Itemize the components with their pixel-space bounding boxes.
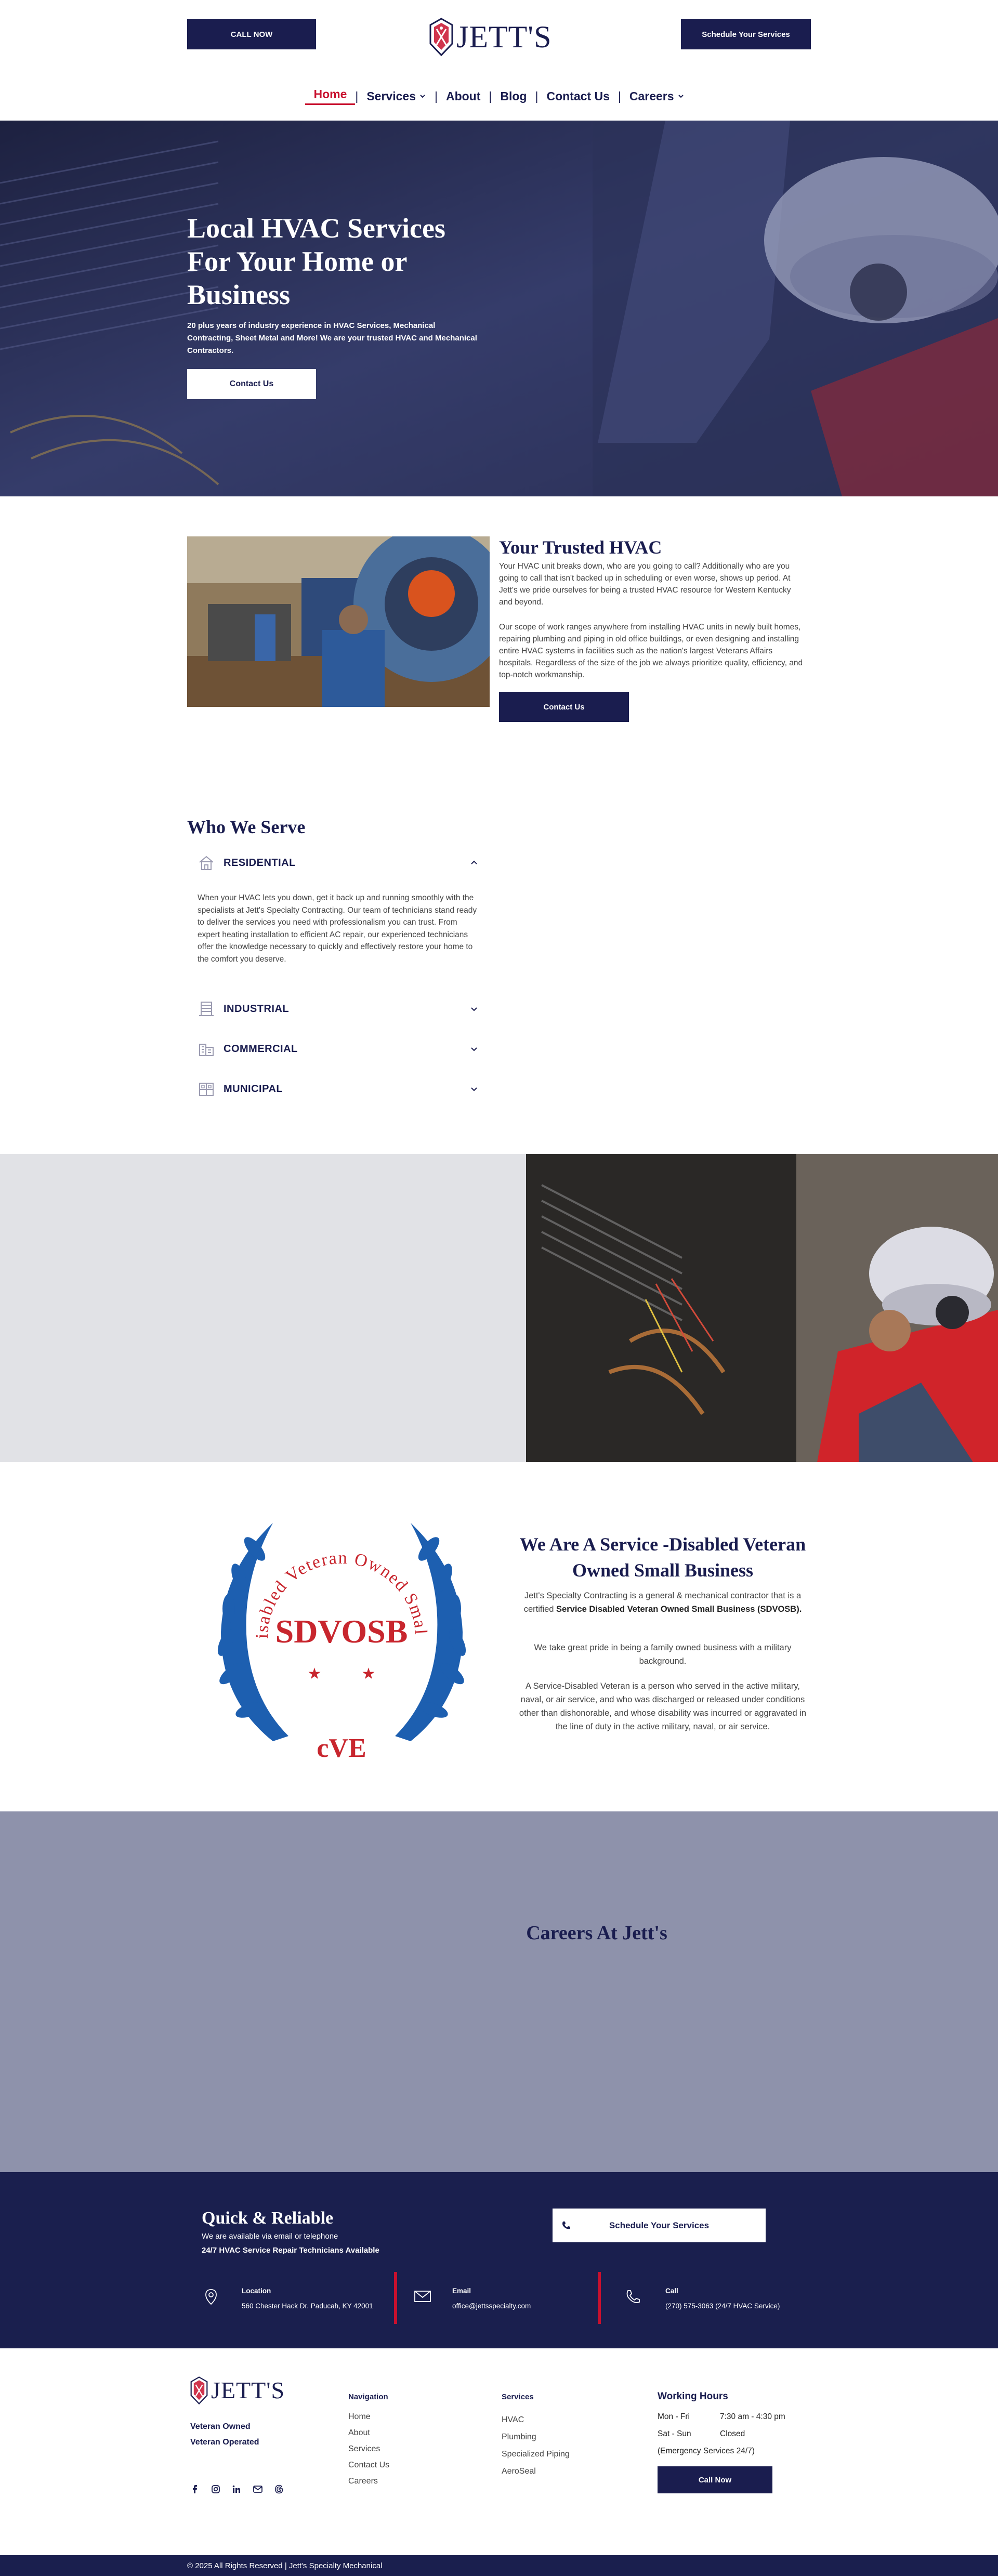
social-links <box>190 2485 284 2494</box>
grey-band <box>0 1154 526 1462</box>
accordion-label: RESIDENTIAL <box>224 857 296 869</box>
footer-nav-home[interactable]: Home <box>348 2412 371 2421</box>
shield-logo-icon <box>190 2376 208 2404</box>
careers-section <box>0 1811 998 2172</box>
welder-photo <box>187 536 490 707</box>
veteran-paragraph-1 <box>515 1589 811 1616</box>
shield-logo-icon <box>429 18 453 56</box>
copyright-text: © 2025 All Rights Reserved | Jett's Specialty Mechanical <box>187 2561 383 2570</box>
veteran-title: We Are A Service -Disabled Veteran Owned Small Business <box>519 1534 806 1581</box>
call-now-button[interactable]: CALL NOW <box>187 19 316 49</box>
main-nav <box>0 87 998 105</box>
nav-blog[interactable]: Blog <box>500 89 527 103</box>
contact-band-title: Quick & Reliable <box>202 2209 334 2228</box>
google-icon[interactable] <box>274 2485 284 2494</box>
nav-contact[interactable]: Contact Us <box>546 89 610 103</box>
veteran-p1-bold: Service Disabled Veteran Owned Small Business (SDVOSB). <box>556 1605 802 1614</box>
accordion-industrial[interactable] <box>198 998 478 1019</box>
veteran-paragraph-3: A Service-Disabled Veteran is a person who served in the active military, naval, or air service, and who was discharged or released under conditions other than dishonorable, and whose disability was incurred or aggravated in the line of duty in the active military, naval, or air service. <box>519 1681 807 1731</box>
footer-service-aeroseal[interactable]: AeroSeal <box>502 2467 536 2476</box>
nav-separator: | <box>618 89 621 103</box>
contact-divider <box>394 2272 397 2324</box>
footer-call-now-button[interactable]: Call Now <box>658 2466 772 2493</box>
call-label: Call <box>665 2287 678 2295</box>
nav-about[interactable]: About <box>445 89 481 103</box>
factory-icon <box>198 1000 215 1018</box>
sdvosb-laurel-logo <box>200 1502 483 1778</box>
email-value[interactable]: office@jettsspecialty.com <box>452 2302 531 2310</box>
nav-services[interactable] <box>358 89 435 103</box>
hours-time-1: 7:30 am - 4:30 pm <box>720 2412 785 2421</box>
chevron-down-icon <box>419 93 426 100</box>
veteran-p1-text: Jett's Specialty Contracting is a general & mechanical contractor that is a certified <box>523 1591 802 1614</box>
linkedin-icon[interactable] <box>232 2485 241 2494</box>
nav-careers-label: Careers <box>629 89 674 103</box>
hvac-technician-image <box>526 1154 998 1462</box>
footer-logo[interactable] <box>190 2376 285 2404</box>
hero-background-image <box>0 121 998 496</box>
contact-band <box>0 2172 998 2348</box>
accordion-label: COMMERCIAL <box>224 1043 298 1055</box>
nav-separator: | <box>355 89 359 103</box>
contact-band-line1: We are available via email or telephone <box>202 2232 338 2241</box>
hours-day-2: Sat - Sun <box>658 2429 691 2438</box>
hours-day-1: Mon - Fri <box>658 2412 690 2421</box>
badge-main-text: SDVOSB <box>275 1613 408 1650</box>
contact-divider <box>598 2272 601 2324</box>
footer-hours-title: Working Hours <box>658 2391 728 2402</box>
envelope-icon <box>414 2289 431 2304</box>
accordion-label: INDUSTRIAL <box>224 1003 290 1015</box>
jetts-logo[interactable] <box>429 18 551 56</box>
instagram-icon[interactable] <box>211 2485 220 2494</box>
hours-note: (Emergency Services 24/7) <box>658 2447 755 2455</box>
footer-nav-about[interactable]: About <box>348 2428 370 2437</box>
technician-photo <box>526 1154 998 1462</box>
trusted-paragraph-1: Your HVAC unit breaks down, who are you going to call? Additionally who are you going to call that isn't backed up in scheduling or even worse, shows up period. At Jett's we pride ourselves for being a trusted HVAC resource for Western Kentucky and beyond. <box>499 562 791 607</box>
who-we-serve-title: Who We Serve <box>187 817 306 837</box>
footer-services-list <box>502 2411 570 2480</box>
nav-separator: | <box>535 89 539 103</box>
email-label: Email <box>452 2287 471 2295</box>
contact-schedule-button[interactable] <box>553 2209 766 2242</box>
svg-text:★: ★ <box>307 1665 322 1683</box>
accordion-commercial[interactable] <box>198 1039 478 1059</box>
accordion-residential[interactable] <box>198 852 478 873</box>
phone-call-icon <box>624 2288 642 2306</box>
footer-tag-1: Veteran Owned <box>190 2422 251 2431</box>
welding-shop-image <box>187 536 490 707</box>
buildings-icon <box>198 1040 215 1058</box>
chevron-up-icon <box>470 859 478 867</box>
nav-separator: | <box>489 89 492 103</box>
house-icon <box>198 854 215 872</box>
nav-services-label: Services <box>366 89 416 103</box>
hero-title: Local HVAC Services For Your Home or Business <box>187 213 445 310</box>
sdvosb-badge <box>200 1502 483 1778</box>
chevron-down-icon <box>677 93 685 100</box>
contact-band-line2: 24/7 HVAC Service Repair Technicians Available <box>202 2246 379 2255</box>
footer-nav-title: Navigation <box>348 2393 388 2401</box>
chevron-down-icon <box>470 1045 478 1053</box>
trusted-title: Your Trusted HVAC <box>499 537 662 558</box>
logo-text: JETT'S <box>456 20 552 54</box>
residential-description: When your HVAC lets you down, get it back up and running smoothly with the specialists at Jett's Specialty Contracting. Our team of technicians stand ready to deliver the services you need with professionalism you can trust. From expert heating installation to efficient AC repair, our experienced technicians offer the knowledge necessary to quickly and effectively restore your home to the comfort you deserve. <box>198 893 477 964</box>
footer-tag-2: Veteran Operated <box>190 2438 259 2447</box>
footer-nav-contact[interactable]: Contact Us <box>348 2461 390 2469</box>
accordion-label: MUNICIPAL <box>224 1083 283 1095</box>
footer-logo-text: JETT'S <box>211 2377 285 2403</box>
hero-contact-button[interactable]: Contact Us <box>187 369 316 399</box>
trusted-paragraph-2: Our scope of work ranges anywhere from installing HVAC units in newly built homes, repairing plumbing and piping in old office buildings, or even designing and installing entire HVAC systems in facilities such as the nation's largest Veterans Affairs hospitals. Regardless of the size of the job we always prioritize quality, efficiency, and top-notch workmanship. <box>499 623 803 679</box>
copyright-bar <box>0 2555 998 2576</box>
svg-text:★: ★ <box>361 1665 376 1683</box>
hero-section <box>0 121 998 496</box>
facebook-icon[interactable] <box>190 2485 200 2494</box>
trusted-contact-button[interactable]: Contact Us <box>499 692 629 722</box>
location-label: Location <box>242 2287 271 2295</box>
veteran-paragraph-2: We take great pride in being a family owned business with a military background. <box>534 1643 792 1666</box>
chevron-down-icon <box>470 1005 478 1013</box>
footer-service-plumbing[interactable]: Plumbing <box>502 2433 536 2441</box>
chevron-down-icon <box>470 1085 478 1093</box>
schedule-services-button[interactable]: Schedule Your Services <box>681 19 811 49</box>
footer-nav-list <box>348 2409 389 2489</box>
footer-nav-services[interactable]: Services <box>348 2444 380 2453</box>
nav-home[interactable]: Home <box>305 87 355 105</box>
city-hall-icon <box>198 1080 215 1098</box>
accordion-municipal[interactable] <box>198 1079 478 1099</box>
nav-separator: | <box>434 89 438 103</box>
badge-cve-text: cVE <box>317 1733 366 1763</box>
phone-icon <box>561 2220 571 2231</box>
hero-subtitle: 20 plus years of industry experience in HVAC Services, Mechanical Contracting, Sheet Metal and More! We are your trusted HVAC and Mechanical Contractors. <box>187 321 477 355</box>
badge-ring-text: isabled Veteran Owned Smal <box>252 1548 431 1639</box>
footer-nav-careers[interactable]: Careers <box>348 2477 378 2486</box>
footer-service-hvac[interactable]: HVAC <box>502 2415 524 2424</box>
location-value[interactable]: 560 Chester Hack Dr. Paducah, KY 42001 <box>242 2302 373 2310</box>
nav-careers[interactable] <box>621 89 693 103</box>
location-pin-icon <box>202 2288 220 2306</box>
call-value[interactable]: (270) 575-3063 (24/7 HVAC Service) <box>665 2302 780 2310</box>
contact-schedule-label: Schedule Your Services <box>609 2220 710 2230</box>
footer-service-piping[interactable]: Specialized Piping <box>502 2450 570 2459</box>
footer-services-title: Services <box>502 2393 534 2401</box>
hours-time-2: Closed <box>720 2429 745 2438</box>
email-icon[interactable] <box>253 2485 263 2494</box>
careers-title: Careers At Jett's <box>526 1922 667 1944</box>
